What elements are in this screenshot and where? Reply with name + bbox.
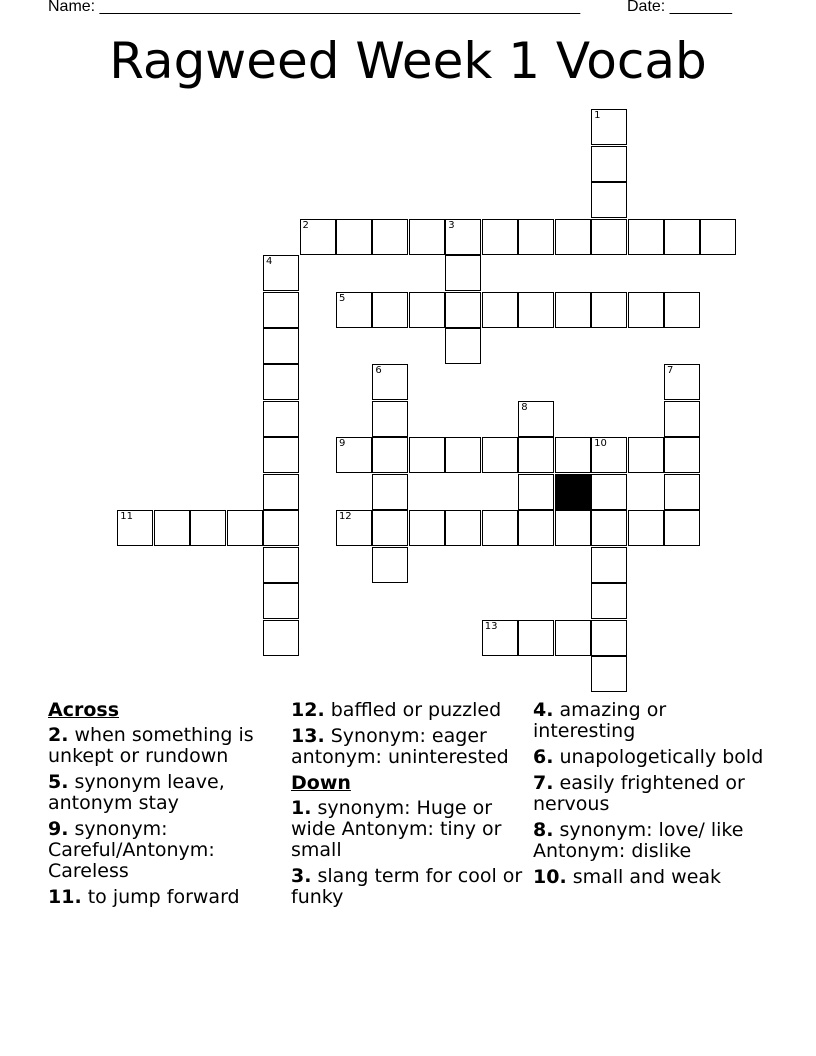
grid-cell[interactable] xyxy=(336,510,372,546)
grid-cell[interactable] xyxy=(591,146,627,182)
grid-cell[interactable] xyxy=(445,255,481,291)
clue-number: 2 xyxy=(302,219,309,231)
grid-cell[interactable] xyxy=(263,255,299,291)
clue-number: 9 xyxy=(338,438,346,450)
grid-cell[interactable] xyxy=(263,401,299,437)
grid-cell[interactable] xyxy=(628,510,664,546)
grid-cell[interactable] xyxy=(372,510,408,546)
grid-cell[interactable] xyxy=(664,364,700,400)
name-line: Name: ______________________________________________________ xyxy=(48,0,581,15)
grid-cell[interactable] xyxy=(482,437,518,473)
down-clue-6: 6. unapologetically bold xyxy=(533,746,764,768)
grid-cell[interactable] xyxy=(263,474,299,510)
grid-cell[interactable] xyxy=(445,437,481,473)
clue-number: 8 xyxy=(521,401,528,413)
grid-cell[interactable] xyxy=(628,292,664,328)
grid-cell[interactable] xyxy=(628,219,664,255)
clues-column-3 xyxy=(533,700,773,893)
grid-cell[interactable] xyxy=(263,364,299,400)
down-clue-10: 10. small and weak xyxy=(533,866,722,888)
grid-cell[interactable] xyxy=(190,510,226,546)
clues-column-2 xyxy=(291,700,531,913)
across-clue-9: 9. synonym: Careful/Antonym: Careless xyxy=(48,818,215,882)
grid-cell[interactable] xyxy=(482,219,518,255)
grid-cell[interactable] xyxy=(372,437,408,473)
clue-number: 4 xyxy=(266,256,273,268)
grid-cell[interactable] xyxy=(445,510,481,546)
grid-cell[interactable] xyxy=(664,219,700,255)
grid-cell[interactable] xyxy=(591,510,627,546)
across-clue-12: 12. baffled or puzzled xyxy=(291,699,502,721)
grid-cell[interactable] xyxy=(482,620,518,656)
grid-cell[interactable] xyxy=(664,510,700,546)
grid-cell[interactable] xyxy=(591,474,627,510)
grid-cell[interactable] xyxy=(445,328,481,364)
grid-cell[interactable] xyxy=(518,510,554,546)
grid-cell[interactable] xyxy=(664,292,700,328)
grid-cell[interactable] xyxy=(372,219,408,255)
grid-block xyxy=(555,474,591,510)
grid-cell[interactable] xyxy=(263,583,299,619)
across-clue-5: 5. synonym leave, antonym stay xyxy=(48,771,225,814)
down-clue-3: 3. slang term for cool or funky xyxy=(291,865,523,908)
grid-cell[interactable] xyxy=(409,437,445,473)
grid-cell[interactable] xyxy=(372,292,408,328)
grid-cell[interactable] xyxy=(555,510,591,546)
grid-cell[interactable] xyxy=(336,437,372,473)
grid-cell[interactable] xyxy=(263,620,299,656)
grid-cell[interactable] xyxy=(409,219,445,255)
grid-cell[interactable] xyxy=(518,292,554,328)
clue-number: 12 xyxy=(338,511,352,523)
grid-cell[interactable] xyxy=(700,219,736,255)
down-clue-1: 1. synonym: Huge or wide Antonym: tiny or small xyxy=(291,797,502,861)
grid-cell[interactable] xyxy=(117,510,153,546)
across-heading: Across xyxy=(48,699,120,721)
grid-cell[interactable] xyxy=(555,292,591,328)
grid-cell[interactable] xyxy=(518,620,554,656)
grid-cell[interactable] xyxy=(591,620,627,656)
grid-cell[interactable] xyxy=(263,437,299,473)
grid-cell[interactable] xyxy=(664,401,700,437)
grid-cell[interactable] xyxy=(518,474,554,510)
across-clue-11: 11. to jump forward xyxy=(48,886,240,908)
grid-cell[interactable] xyxy=(518,437,554,473)
grid-cell[interactable] xyxy=(555,437,591,473)
grid-cell[interactable] xyxy=(591,656,627,692)
date-line: Date: _______ xyxy=(627,0,732,15)
grid-cell[interactable] xyxy=(372,401,408,437)
grid-cell[interactable] xyxy=(263,510,299,546)
grid-cell[interactable] xyxy=(591,219,627,255)
clue-number: 6 xyxy=(375,365,382,377)
grid-cell[interactable] xyxy=(445,292,481,328)
grid-cell[interactable] xyxy=(591,583,627,619)
grid-cell[interactable] xyxy=(555,219,591,255)
grid-cell[interactable] xyxy=(591,109,627,145)
grid-cell[interactable] xyxy=(628,437,664,473)
clue-number: 11 xyxy=(120,511,133,523)
grid-cell[interactable] xyxy=(372,474,408,510)
grid-cell[interactable] xyxy=(409,292,445,328)
grid-cell[interactable] xyxy=(591,182,627,218)
grid-cell[interactable] xyxy=(482,510,518,546)
grid-cell[interactable] xyxy=(263,547,299,583)
grid-cell[interactable] xyxy=(263,292,299,328)
down-heading: Down xyxy=(291,772,351,794)
grid-cell[interactable] xyxy=(555,620,591,656)
grid-cell[interactable] xyxy=(227,510,263,546)
clue-number: 3 xyxy=(448,219,455,231)
grid-cell[interactable] xyxy=(591,292,627,328)
across-clue-2: 2. when something is unkept or rundown xyxy=(48,724,254,767)
grid-cell[interactable] xyxy=(154,510,190,546)
down-clue-7: 7. easily frightened or nervous xyxy=(533,772,745,815)
clue-number: 1 xyxy=(594,110,601,122)
clue-number: 5 xyxy=(338,292,346,304)
grid-cell[interactable] xyxy=(372,364,408,400)
clues-column-1 xyxy=(48,700,288,913)
grid-cell[interactable] xyxy=(664,474,700,510)
across-clue-13: 13. Synonym: eager antonym: uninterested xyxy=(291,725,509,768)
clue-number: 10 xyxy=(594,438,607,450)
puzzle-title: Ragweed Week 1 Vocab xyxy=(109,32,707,90)
grid-cell[interactable] xyxy=(445,219,481,255)
grid-cell[interactable] xyxy=(300,219,336,255)
grid-cell[interactable] xyxy=(591,547,627,583)
down-clue-8: 8. synonym: love/ like Antonym: dislike xyxy=(533,819,744,862)
grid-cell[interactable] xyxy=(263,328,299,364)
grid-cell[interactable] xyxy=(372,547,408,583)
grid-cell[interactable] xyxy=(591,437,627,473)
down-clue-4: 4. amazing or interesting xyxy=(533,699,667,742)
grid-cell[interactable] xyxy=(518,219,554,255)
grid-cell[interactable] xyxy=(336,292,372,328)
clue-number: 13 xyxy=(484,620,498,632)
clue-number: 7 xyxy=(667,365,674,377)
grid-cell[interactable] xyxy=(336,219,372,255)
grid-cell[interactable] xyxy=(409,510,445,546)
grid-cell[interactable] xyxy=(664,437,700,473)
grid-cell[interactable] xyxy=(518,401,554,437)
grid-cell[interactable] xyxy=(482,292,518,328)
